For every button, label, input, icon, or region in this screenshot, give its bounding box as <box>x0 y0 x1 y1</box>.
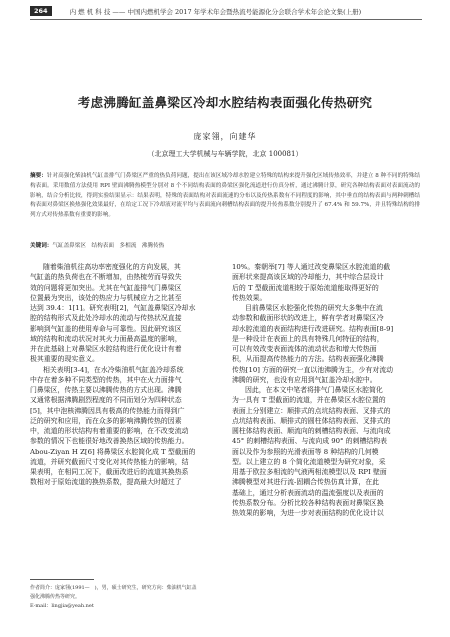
body-text-line: 相关表明[3-4]，在水冷柴油机气缸盖冷却系统 <box>43 365 184 374</box>
body-text-line: 数相对于原始流道的换热系数，提高最大时超过了 <box>30 478 182 487</box>
body-text-line: 传热系数分布。分析比较各种结构表面对鼻梁区换 <box>232 498 384 507</box>
body-text-line: 却水腔流道的表面结构进行改进研究。结构表面[8-9] <box>232 324 394 333</box>
body-text-line: 中，流道的形状结构有着重要的影响，在不改变流动 <box>30 427 189 435</box>
abstract-line: 结果显示：结果表明，特殊的表面结构对表面流速的分布以及传热系数有不同程度的影响，其中垂直的结构表面与 <box>109 192 392 199</box>
body-text-line: 后的 T 型截面流道相较于原始流道能取得更好的 <box>232 283 379 292</box>
body-text-line: 目前鼻梁区水腔强化传热的研究大多集中在流 <box>245 304 383 312</box>
body-text-line: 可以有效改变表面流体的流动状态和增大传热面 <box>232 345 377 353</box>
body-text-line: 型。以上建立的 8 个简化流道模型为研究对象，采 <box>232 457 386 466</box>
footnote-rule <box>30 579 94 580</box>
keywords-text: 气缸盖鼻梁区 结构表面 多相流 沸腾传热 <box>52 243 165 249</box>
body-text-line: [5]，其中泡核沸腾因具有极高的传热能力而得到广 <box>30 406 185 415</box>
body-text-line: 流道，并研究截面尺寸变化对其传热能力的影响，结 <box>30 457 189 466</box>
abstract-line: 热系数分别提升了 67.4% 和 59.7%，并且特殊结构的排列方式对传热系数有重要的影响。 <box>30 202 420 219</box>
body-text-line: 动参数和截面形状的改进上，鲜有学者对鼻梁区冷 <box>232 314 384 323</box>
body-text-line: 面以及作为参照的光滑表面等 8 种结构的几何模 <box>232 447 379 456</box>
paper-authors: 庞家翎，向建华 <box>193 132 257 141</box>
footnote <box>30 584 218 611</box>
body-text-line: 是一种设计在表面上的具有特殊几何特征的结构， <box>232 334 384 343</box>
body-text-line: 圆柱体结构表面、顺流向的刺槽结构表面、与流向成 <box>232 427 391 435</box>
body-text-line: 沸腾模型对其进行流-固耦合传热仿真计算，在此 <box>232 478 380 487</box>
body-text-line: 门鼻梁区，传热主要以沸腾传热的方式出现。沸腾 <box>30 386 182 394</box>
body-text-line: 传热效果。 <box>232 293 267 302</box>
body-text-line: 极其重要的现实意义。 <box>30 355 99 364</box>
abstract-label: 摘要： <box>30 173 47 179</box>
footnote-line: E-mail：lingjia@yeah.net <box>30 603 94 609</box>
keywords-label: 关键词： <box>30 243 53 249</box>
body-text-line: 域的结构和流动状况对其火力面最高温度的影响， <box>30 334 182 343</box>
body-text-line: 影响到气缸盖的使用寿命与可靠性。因此研究该区 <box>30 324 182 333</box>
abstract-line: 两种刺槽结构表面对鼻梁区换热强化效果最好，在给定工况下冷却液对流平均与表面流向刺槽结构表面的提升传 <box>30 192 420 209</box>
body-text-line: 为一具有 T 型截面的流道，并在鼻梁区水腔位置的 <box>232 396 386 405</box>
body-text-line: 热效果的影响，为进一步对表面结构的优化设计以 <box>232 509 384 517</box>
body-text-line: 效的问题将更加突出。尤其在气缸盖排气门鼻梁区 <box>30 283 182 292</box>
body-column-right <box>232 262 420 518</box>
body-text-line: 中存在着多种不同类型的传热，其中在火力面排气 <box>30 375 182 384</box>
footnote-line: 作者简介：庞家翎(1991— )，男，硕士研究生，研究方向：柴油机气缸盖 <box>30 585 197 591</box>
abstract-line: 同结构表面的鼻梁区强化流道进行仿真分析，通过沸腾计算，研究各种结构表面对表面流动的影响，结合分析比较，得到实验 <box>30 182 420 199</box>
running-title: 内 燃 机 科 技 —— 中国内燃机学会 2017 年学术年会暨热流号能源化分会联合学术年会论文集(上册) <box>69 7 362 16</box>
body-text-line: 表面上分别建立：顺排式的点坑结构表面、叉排式的 <box>232 406 391 415</box>
page-number: 264 <box>30 6 52 16</box>
paper-title: 考虑沸腾缸盖鼻梁区冷却水腔结构表面强化传热研究 <box>77 95 373 110</box>
keywords <box>30 242 420 251</box>
body-text-line: 沸腾的研究，也没有应用到气缸盖冷却水腔中。 <box>232 375 377 384</box>
body-text-line: 并在此基础上对鼻梁区水腔结构进行优化设计有着 <box>30 345 182 353</box>
body-text-line: 传热[10] 方面的研究一直以池沸腾为主，少有对流动 <box>232 365 394 374</box>
header-rule <box>30 19 422 20</box>
body-text-line: 位置最为突出，该处的热应力与机械应力之比甚至 <box>30 293 182 302</box>
running-header <box>30 4 422 18</box>
body-column-left <box>30 262 218 567</box>
body-text-line: 腔的结构形式及此处冷却水的流动与传热状况直接 <box>30 314 182 323</box>
abstract-line: 针对高强化柴油机气缸盖排气门鼻梁区严重的热负荷问题，提出在该区域冷却水腔建立特殊的结构来提升强化区域传热效率，并建立 8 种不同的特殊结构表面。采用数值方法使用 RPI 壁面沸腾热模型分别对 8 个不 <box>30 173 420 189</box>
body-text-line: 积，从而提高传热能力的方法。结构表面强化沸腾 <box>232 355 384 364</box>
body-text-line: 又通常根据沸腾剧烈程度的不同而划分为四种状态 <box>30 396 182 405</box>
body-text-line: 45° 的刺槽结构表面、与流向成 90° 的刺槽结构表 <box>232 437 388 446</box>
body-text-line: 因此，在本文中笔者将排气门鼻梁区水腔简化 <box>245 386 383 394</box>
body-text-line: 面形状来提高该区域的冷却能力，其中综合层设计 <box>232 273 384 282</box>
paper-affiliation: （北京理工大学机械与车辆学院，北京 100081） <box>147 150 303 158</box>
body-text-line: 点坑结构表面、顺排式的圆柱体结构表面、叉排式的 <box>232 416 391 425</box>
body-text-line: 基础上，通过分析表面流动的温流强度以及表面的 <box>232 488 384 497</box>
body-text-line: 参数的情况下也能很好地改善换热区域的传热能力。 <box>30 437 189 446</box>
body-text-line: 用基于欧拉多相流的气液两相流模型以及 RPI 壁面 <box>232 468 387 476</box>
body-text-line: 泛的研究和应用，而在众多的影响沸腾传热的因素 <box>30 416 182 425</box>
body-text-line: 达到 39.4：1[1]。研究表明[2]，气缸盖鼻梁区冷却水 <box>30 304 196 312</box>
abstract <box>30 172 420 221</box>
body-text-line: Abou-Ziyan H Z[6] 将鼻梁区水腔简化成 T 型截面的 <box>30 447 196 456</box>
footnote-line: 强化沸腾传热等研究。 <box>30 594 81 600</box>
body-text-line: 果表明，在相同工况下，截面改进后的流道其换热系 <box>30 468 189 476</box>
body-text-line: 气缸盖的热负荷也在不断增加，由热梳劳而导致失 <box>30 273 182 282</box>
body-text-line: 随着柴油机往高功率密度强化的方向发展，其 <box>43 263 181 271</box>
body-text-line: 10%。秦朝举[7] 等人通过改变鼻梁区水腔流道的截 <box>232 263 391 271</box>
